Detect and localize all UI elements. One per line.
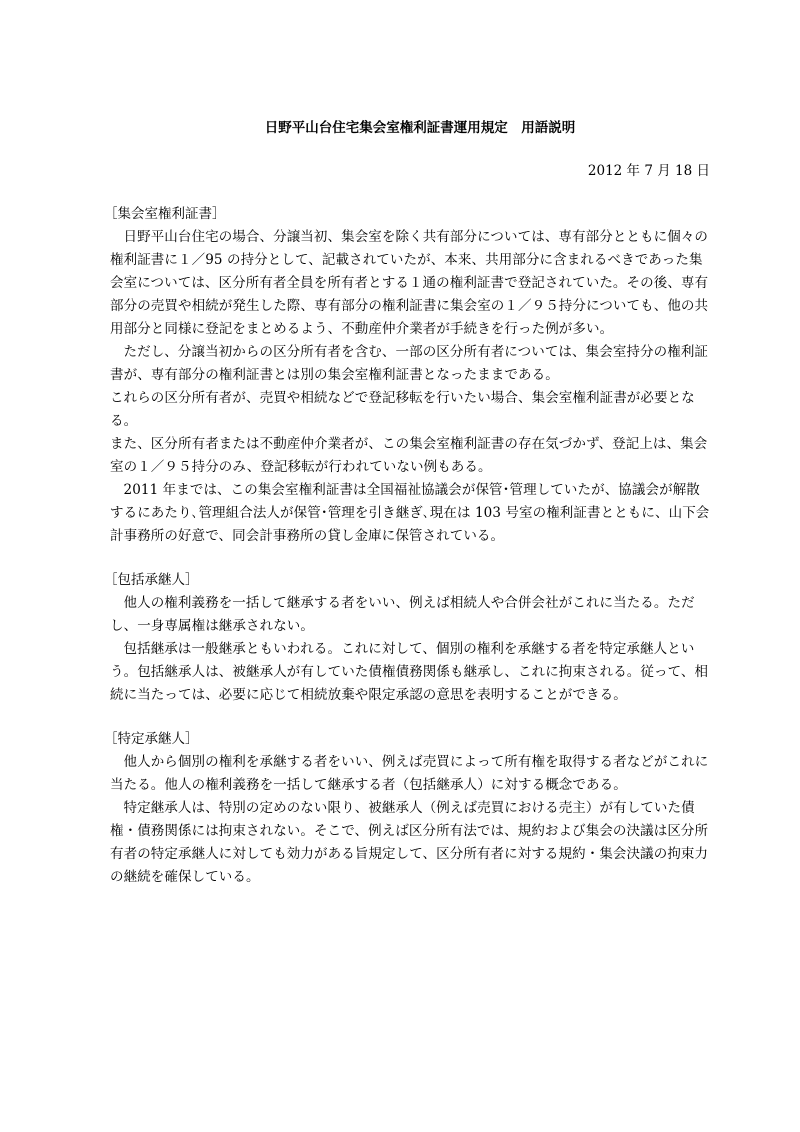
paragraph: 2011 年までは、この集会室権利証書は全国福祉協議会が保管･管理していたが、協議会が解散するにあたり､管理組合法人が保管･管理を引き継ぎ､現在は 103 号室の権利証書とともに、山下会計事務所の好意で、同会計事務所の貸し金庫に保管されている。 [110, 482, 710, 544]
document-title: 日野平山台住宅集会室権利証書運用規定 用語説明 [264, 120, 576, 136]
section-heading: ［集会室権利証書］ [104, 206, 226, 222]
paragraph: これらの区分所有者が、売買や相続などで登記移転を行いたい場合、集会室権利証書が必要となる。 [110, 390, 695, 429]
paragraph: 他人の権利義務を一括して継承する者をいい、例えば相続人や合併会社がこれに当たる。ただし、一身専属権は継承されない。 [110, 595, 695, 634]
section-heading: ［包括承継人］ [104, 572, 199, 588]
paragraph: 他人から個別の権利を承継する者をいい、例えば売買によって所有権を取得する者などがこれに当たる。他人の権利義務を一括して継承する者（包括継承人）に対する概念である。 [110, 754, 709, 793]
section-hokatsu-shokeinin [104, 569, 710, 707]
paragraph: 日野平山台住宅の場合、分譲当初、集会室を除く共有部分については、専有部分とともに個々の権利証書に１／95 の持分として、記載されていたが、本来、共用部分に含まれるべきであった集会室については、区分所有者全員を所有者とする１通の権利証書で登記されていた。その後、専有部分の売買や相続が発生した際、専有部分の権利証書に集会室の１／９５持分についても、他の共用部分と同様に登記をまとめるよう、不動産仲介業者が手続きを行った例が多い。 [110, 229, 709, 337]
section-heading: ［特定承継人］ [104, 731, 199, 747]
paragraph: 特定継承人は、特別の定めのない限り、被継承人（例えば売買における売主）が有していた債権・債務関係には拘束されない。そこで、例えば区分所有法では、規約および集会の決議は区分所有者の特定承継人に対しても効力がある旨規定して、区分所有者に対する規約・集会決議の拘束力の継続を確保している。 [110, 800, 709, 885]
paragraph: ただし、分譲当初からの区分所有者を含む、一部の区分所有者については、集会室持分の権利証書が、専有部分の権利証書とは別の集会室権利証書となったままである。 [110, 344, 709, 383]
document-page [104, 118, 710, 889]
section-shukaishitsu-kenri-shosho [104, 203, 710, 548]
paragraph: 包括継承は一般継承ともいわれる。これに対して、個別の権利を承継する者を特定承継人という。包括継承人は、被継承人が有していた債権債務関係も継承し、これに拘束される。従って、相続に当たっては、必要に応じて相続放棄や限定承認の意思を表明することができる。 [110, 641, 709, 703]
document-date: 2012 年 7 月 18 日 [587, 163, 710, 179]
section-tokutei-shokeinin [104, 728, 710, 889]
paragraph: また、区分所有者または不動産仲介業者が、この集会室権利証書の存在気づかず、登記上は、集会室の１／９５持分のみ、登記移転が行われていない例もある。 [110, 436, 708, 475]
